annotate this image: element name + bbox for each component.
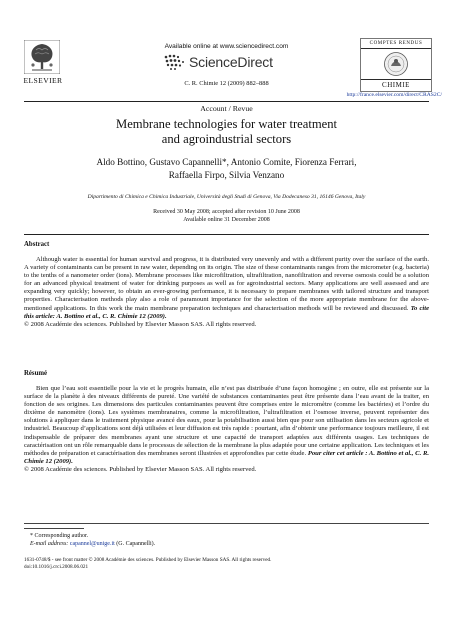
issn-copyright-line: 1631-0748/$ - see front matter © 2008 Académie des sciences. Published by Elsevier Masson SAS. All rights reserved.: [24, 557, 272, 563]
abstract-body: [24, 256, 429, 329]
abstract-text: Although water is essential for human survival and progress, it is distributed very unevenly and with a different purity over the surface of the earth. A variety of contaminants can be present in raw water, depending on its origin. The size of these contaminants ranges from the micrometer (e.g. bacteria) to the tenths of a nanometer order (ions). Membrane processes like microfiltration, ultrafiltration, nanofiltration and reverse osmosis could be a solution for an advanced physical treatment of water for drinking purposes as well as for agroindustrial sectors. Many applications are well assessed and are expanding very quickly; however, to obtain an ever-growing performance, it is necessary to prepare membranes with tailored structure and transport properties. Characterisation methods play also a role of paramount importance for the selection of the more appropriate membrane for the above-mentioned applications. In this work the main membrane preparation techniques and characterisation methods will be reviewed and discussed.: [24, 256, 429, 312]
authors-line-2: Raffaella Firpo, Silvia Venzano: [168, 170, 285, 180]
email-suffix: (G. Capannelli).: [116, 541, 156, 547]
abstract-copyright: © 2008 Académie des sciences. Published by Elsevier Masson SAS. All rights reserved.: [24, 320, 257, 328]
journal-badge-bottom-label: CHIMIE: [361, 79, 431, 89]
elsevier-logo: [24, 40, 60, 74]
available-online-text[interactable]: Available online at www.sciencedirect.com: [164, 43, 289, 50]
academy-seal-icon: [383, 51, 409, 77]
email-label: E-mail address:: [30, 541, 69, 547]
footnote-divider: [24, 528, 84, 529]
abstract-cite-label: To cite this article: A. Bottino et al., C. R. Chimie 12 (2009).: [24, 304, 429, 320]
journal-badge: [360, 38, 432, 92]
article-title-line-1: Membrane technologies for water treatment: [116, 117, 337, 131]
article-type: Account / Revue: [200, 104, 253, 113]
sciencedirect-wordmark: ScienceDirect: [189, 54, 273, 70]
resume-text: Bien que l’eau soit essentielle pour la vie et le progrès humain, elle n’est pas distribuée d’une façon homogène ; en outre, elle est présente sur la surface de la planète à des niveaux différents de pureté. Une variété de substances contaminantes peut être présente dans l’eau avant de la traiter, en fonction de ses origines. Les dimensions des particules contaminantes peuvent être comprises entre le micromètre (comme les bactéries) et l’ordre du dixième de nanomètre (ions). Les systèmes membranaires, comme la microfiltration, l’ultrafiltration et l’osmose inverse, peuvent représenter des solutions à appliquer dans le traitement physique avancé des eaux, pour la potabilisation aussi bien que pour son utilisation dans les secteurs agricole et industriel. Beaucoup d’applications sont déjà utilisées et leur diffusion est très rapide : pourtant, afin d’obtenir une performance toujours meilleure, il est indispensable de préparer des membranes ayant une structure et une capacité de transport adaptées aux différents usages. Les techniques de caractérisation ont un rôle remarquable dans le processus de sélection de la membrane la plus adaptée pour une certaine application. Les techniques et les méthodes de préparation et caractérisation des membranes seront illustrées et approfondies par cette étude.: [24, 385, 429, 457]
sciencedirect-dots-icon: [162, 53, 188, 71]
abstract-top-divider: [24, 234, 429, 235]
body-bottom-divider: [24, 523, 429, 524]
publisher-name: ELSEVIER: [23, 76, 63, 85]
journal-url-link[interactable]: http://france.elsevier.com/direct/CRAS2C/: [346, 92, 442, 98]
header-divider: [24, 101, 429, 102]
journal-badge-top-label: COMPTES RENDUS: [369, 41, 423, 46]
resume-copyright: © 2008 Académie des sciences. Published by Elsevier Masson SAS. All rights reserved.: [24, 465, 257, 473]
authors-line-1: Aldo Bottino, Gustavo Capannelli*, Antonio Comite, Fiorenza Ferrari,: [96, 157, 357, 167]
affiliation: Dipartimento di Chimica e Chimica Industriale, Università degli Studi di Genova, Via Dodecaneso 31, 16146 Genova, Italy: [87, 194, 366, 200]
corresponding-author-note: * Corresponding author.: [30, 533, 89, 539]
resume-body: [24, 385, 429, 474]
resume-heading: Résumé: [24, 370, 48, 377]
journal-badge-band: [361, 48, 431, 49]
email-link[interactable]: capannel@unige.it: [69, 541, 115, 547]
journal-reference: C. R. Chimie 12 (2009) 882–888: [184, 80, 269, 87]
article-title-line-2: and agroindustrial sectors: [161, 132, 292, 146]
received-dates: Received 30 May 2008; accepted after revision 10 June 2008: [153, 209, 300, 215]
elsevier-tree-icon: [24, 40, 60, 74]
resume-cite-label: Pour citer cet article : A. Bottino et al., C. R. Chimie 12 (2009).: [24, 449, 429, 465]
sciencedirect-logo[interactable]: [162, 52, 292, 72]
available-online-date: Available online 31 December 2008: [183, 217, 270, 223]
email-line: [30, 540, 155, 548]
doi-link[interactable]: doi:10.1016/j.crci.2008.06.021: [24, 564, 89, 570]
abstract-heading: Abstract: [24, 241, 50, 248]
